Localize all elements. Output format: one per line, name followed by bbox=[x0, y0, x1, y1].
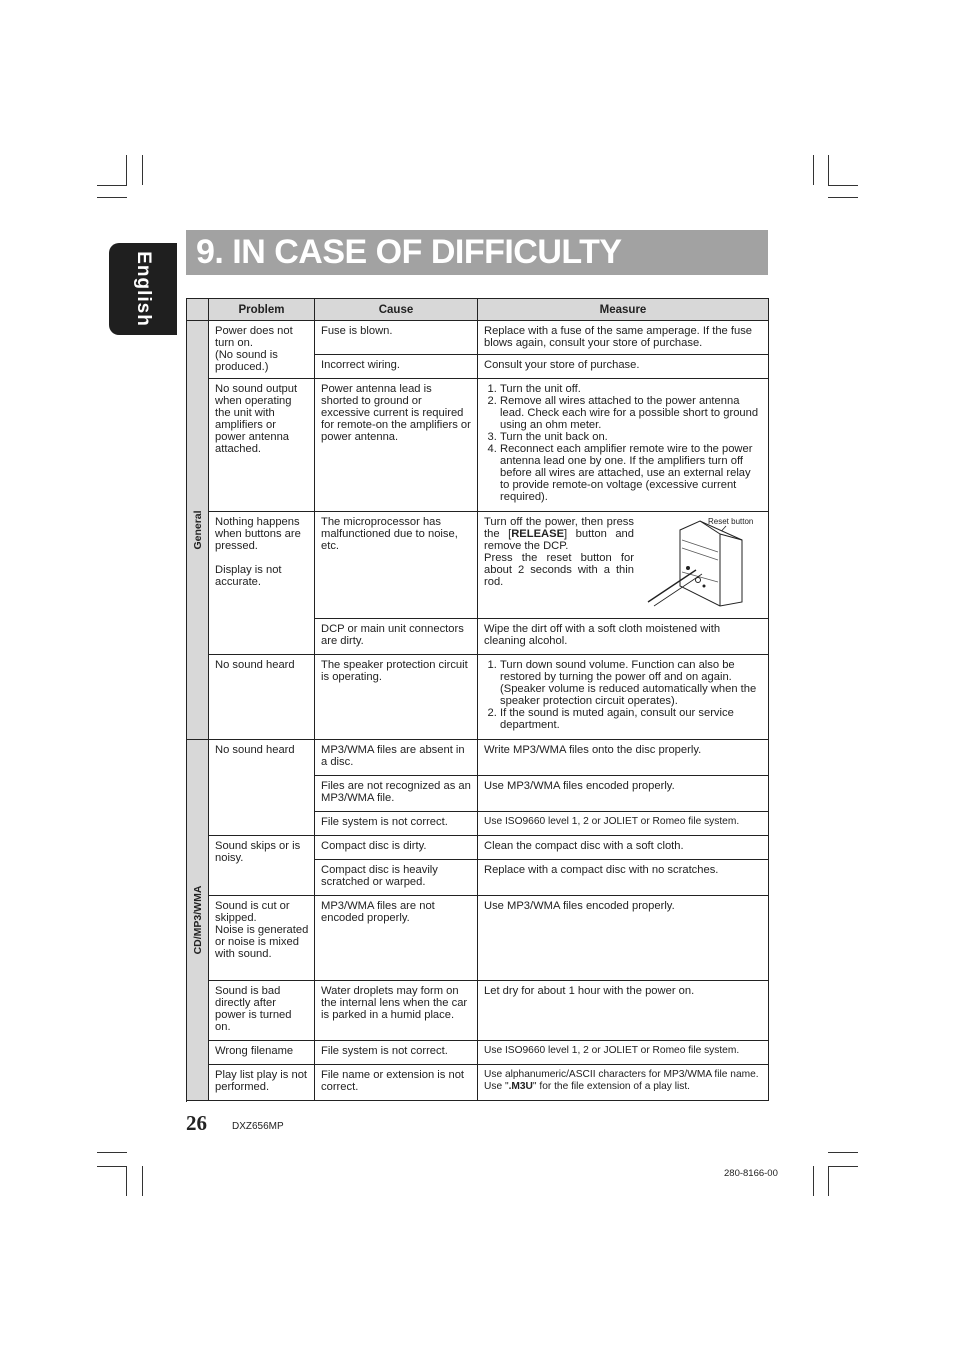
cause-cell: DCP or main unit connectors are dirty. bbox=[315, 619, 478, 655]
measure-cell: Use MP3/WMA files encoded properly. bbox=[478, 896, 769, 981]
problem-cell: Power does not turn on. (No sound is produced.) bbox=[209, 321, 315, 379]
header-problem: Problem bbox=[209, 299, 315, 321]
cause-cell: The speaker protection circuit is operating. bbox=[315, 655, 478, 740]
troubleshooting-table bbox=[186, 298, 769, 1101]
cause-cell: File system is not correct. bbox=[315, 1041, 478, 1065]
crop-mark bbox=[813, 1166, 814, 1196]
title-bar bbox=[186, 230, 768, 275]
crop-mark bbox=[97, 197, 127, 198]
cause-cell: Water droplets may form on the internal lens when the car is parked in a humid place. bbox=[315, 981, 478, 1041]
problem-cell: Wrong filename bbox=[209, 1041, 315, 1065]
cause-cell: Files are not recognized as an MP3/WMA file. bbox=[315, 776, 478, 812]
reset-button-illustration bbox=[638, 516, 756, 608]
list-item: 2. If the sound is muted again, consult our service department. bbox=[500, 707, 763, 731]
table-row bbox=[187, 1065, 769, 1101]
measure-cell: Consult your store of purchase. bbox=[478, 355, 769, 379]
crop-mark bbox=[97, 1166, 127, 1167]
table-row bbox=[187, 896, 769, 981]
table-row bbox=[187, 512, 769, 619]
list-item: 3. Turn the unit back on. bbox=[500, 431, 763, 443]
page-number: 26 bbox=[186, 1111, 207, 1135]
crop-mark bbox=[126, 155, 127, 185]
measure-cell: Let dry for about 1 hour with the power on. bbox=[478, 981, 769, 1041]
table-row bbox=[187, 740, 769, 776]
header-measure: Measure bbox=[478, 299, 769, 321]
cause-cell: File name or extension is not correct. bbox=[315, 1065, 478, 1101]
crop-mark bbox=[828, 1166, 829, 1196]
list-item: 1. Turn the unit off. bbox=[500, 383, 763, 395]
table-row bbox=[187, 655, 769, 740]
problem-cell: No sound output when operating the unit with amplifiers or power antenna attached. bbox=[209, 379, 315, 512]
language-label: English bbox=[133, 251, 154, 327]
reset-instructions: Turn off the power, then press the [RELEASE] button and remove the DCP. Press the reset button for about 2 seconds with a thin rod. bbox=[484, 516, 634, 588]
crop-mark bbox=[142, 1166, 143, 1196]
crop-mark bbox=[142, 155, 143, 185]
measure-cell: Use alphanumeric/ASCII characters for MP3/WMA file name. Use ".M3U" for the file extension of a play list. bbox=[478, 1065, 769, 1101]
table-row bbox=[187, 1041, 769, 1065]
problem-cell: No sound heard bbox=[209, 740, 315, 836]
cause-cell: MP3/WMA files are absent in a disc. bbox=[315, 740, 478, 776]
cause-cell: Compact disc is dirty. bbox=[315, 836, 478, 860]
crop-mark bbox=[813, 155, 814, 185]
crop-mark bbox=[126, 1166, 127, 1196]
measure-cell: Use ISO9660 level 1, 2 or JOLIET or Romeo file system. bbox=[478, 812, 769, 836]
cause-cell: Fuse is blown. bbox=[315, 321, 478, 355]
measure-cell: Replace with a compact disc with no scratches. bbox=[478, 860, 769, 896]
cause-cell: The microprocessor has malfunctioned due to noise, etc. bbox=[315, 512, 478, 619]
cause-cell: Power antenna lead is shorted to ground or excessive current is required for remote-on the amplifiers or power antenna. bbox=[315, 379, 478, 512]
problem-cell: Sound is cut or skipped. Noise is generated or noise is mixed with sound. bbox=[209, 896, 315, 981]
reset-button-label: Reset button bbox=[708, 517, 754, 526]
cause-cell: Incorrect wiring. bbox=[315, 355, 478, 379]
measure-cell: Wipe the dirt off with a soft cloth moistened with cleaning alcohol. bbox=[478, 619, 769, 655]
list-item: 2. Remove all wires attached to the power antenna lead. Check each wire for a possible short to ground using an ohm meter. bbox=[500, 395, 763, 431]
measure-cell bbox=[478, 512, 769, 619]
problem-cell: Nothing happens when buttons are pressed. Display is not accurate. bbox=[209, 512, 315, 655]
crop-mark bbox=[828, 197, 858, 198]
measure-cell bbox=[478, 379, 769, 512]
crop-mark bbox=[828, 1166, 858, 1167]
list-item: 1. Turn down sound volume. Function can also be restored by turning the power off and on again. (Speaker volume is reduced automatically when the speaker protection circuit operates). bbox=[500, 659, 763, 707]
cause-cell: Compact disc is heavily scratched or warped. bbox=[315, 860, 478, 896]
part-number: 280-8166-00 bbox=[724, 1168, 778, 1179]
measure-cell bbox=[478, 655, 769, 740]
steps-list bbox=[484, 659, 763, 731]
crop-mark bbox=[97, 185, 127, 186]
problem-cell: Sound is bad directly after power is turned on. bbox=[209, 981, 315, 1041]
crop-mark bbox=[828, 1152, 858, 1153]
problem-cell: Play list play is not performed. bbox=[209, 1065, 315, 1101]
page-title: 9. IN CASE OF DIFFICULTY bbox=[196, 233, 622, 271]
table-row bbox=[187, 836, 769, 860]
measure-cell: Use ISO9660 level 1, 2 or JOLIET or Romeo file system. bbox=[478, 1041, 769, 1065]
category-general: General bbox=[187, 321, 209, 740]
table-row bbox=[187, 379, 769, 512]
cause-cell: MP3/WMA files are not encoded properly. bbox=[315, 896, 478, 981]
category-cd-mp3-wma: CD/MP3/WMA bbox=[187, 740, 209, 1101]
list-item: 4. Reconnect each amplifier remote wire to the power antenna lead one by one. If the amplifiers turn off before all wires are attached, use an external relay to provide remote-on voltage (excessive current required). bbox=[500, 443, 763, 503]
cause-cell: File system is not correct. bbox=[315, 812, 478, 836]
header-cause: Cause bbox=[315, 299, 478, 321]
measure-cell: Write MP3/WMA files onto the disc properly. bbox=[478, 740, 769, 776]
crop-mark bbox=[97, 1152, 127, 1153]
language-tab bbox=[109, 243, 177, 335]
problem-cell: No sound heard bbox=[209, 655, 315, 740]
measure-cell: Use MP3/WMA files encoded properly. bbox=[478, 776, 769, 812]
problem-cell: Sound skips or is noisy. bbox=[209, 836, 315, 896]
table-header-row bbox=[187, 299, 769, 321]
crop-mark bbox=[828, 185, 858, 186]
table-row bbox=[187, 981, 769, 1041]
table-row bbox=[187, 321, 769, 355]
crop-mark bbox=[828, 155, 829, 185]
header-category bbox=[187, 299, 209, 321]
steps-list bbox=[484, 383, 763, 503]
measure-cell: Clean the compact disc with a soft cloth. bbox=[478, 836, 769, 860]
model-number: DXZ656MP bbox=[232, 1121, 284, 1132]
measure-cell: Replace with a fuse of the same amperage. If the fuse blows again, consult your store of purchase. bbox=[478, 321, 769, 355]
